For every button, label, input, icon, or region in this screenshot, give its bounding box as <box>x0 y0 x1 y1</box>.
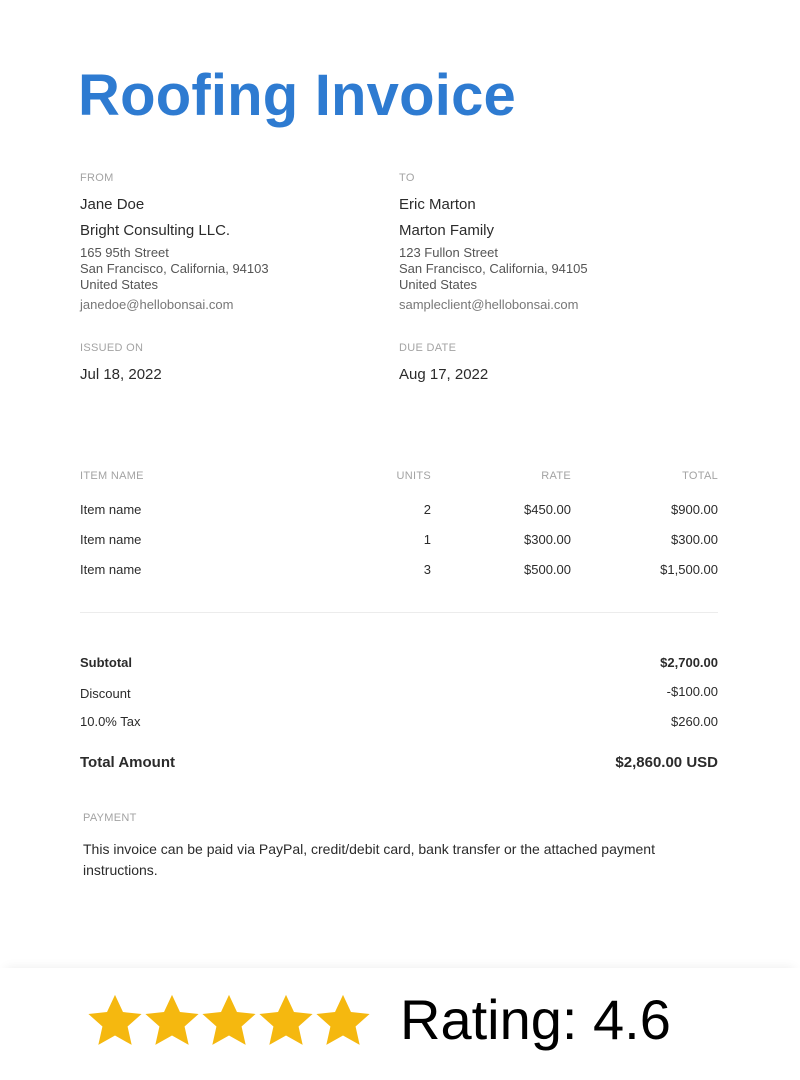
to-email[interactable]: sampleclient@hellobonsai.com <box>399 297 579 312</box>
to-company: Marton Family <box>399 222 495 239</box>
rating-text: Rating: 4.6 <box>400 988 671 1051</box>
due-section <box>399 341 699 385</box>
table-header <box>80 468 718 496</box>
to-name: Eric Marton <box>399 196 476 213</box>
to-country: United States <box>399 277 478 292</box>
to-label: TO <box>399 172 415 184</box>
subtotal-value: $2,700.00 <box>660 655 718 670</box>
payment-section <box>83 811 723 881</box>
items-table <box>80 468 718 592</box>
tax-row <box>80 714 718 730</box>
star-icon <box>257 992 315 1050</box>
due-label: DUE DATE <box>399 342 457 354</box>
from-country: United States <box>80 277 159 292</box>
due-date: Aug 17, 2022 <box>399 366 489 383</box>
header-units: UNITS <box>396 470 431 482</box>
row-item-name: Item name <box>80 562 142 577</box>
row-rate: $500.00 <box>524 562 571 577</box>
subtotal-row <box>80 655 718 671</box>
row-units: 1 <box>423 532 431 547</box>
table-row <box>80 532 718 562</box>
header-total: TOTAL <box>682 470 718 482</box>
to-address-line1: 123 Fullon Street <box>399 245 499 260</box>
rating-bar <box>0 968 800 1080</box>
star-icon <box>314 992 372 1050</box>
table-divider <box>80 612 718 613</box>
total-amount-label: Total Amount <box>80 754 175 771</box>
row-units: 3 <box>423 562 431 577</box>
total-amount-row <box>80 754 718 772</box>
star-icon <box>200 992 258 1050</box>
to-address-line2: San Francisco, California, 94105 <box>399 261 588 276</box>
from-address-line2: San Francisco, California, 94103 <box>80 261 269 276</box>
from-section <box>80 171 380 313</box>
from-address-line1: 165 95th Street <box>80 245 169 260</box>
invoice-title: Roofing Invoice <box>78 63 516 128</box>
payment-label: PAYMENT <box>83 812 137 824</box>
issued-date: Jul 18, 2022 <box>80 366 162 383</box>
issued-section <box>80 341 380 385</box>
row-total: $1,500.00 <box>660 562 718 577</box>
table-row <box>80 502 718 532</box>
from-name: Jane Doe <box>80 196 145 213</box>
discount-row <box>80 686 718 702</box>
tax-label: 10.0% Tax <box>80 714 141 729</box>
subtotal-label: Subtotal <box>80 655 132 670</box>
table-row <box>80 562 718 592</box>
to-section <box>399 171 699 313</box>
tax-value: $260.00 <box>671 714 718 729</box>
row-rate: $450.00 <box>524 502 571 517</box>
discount-value: -$100.00 <box>666 684 718 699</box>
from-email[interactable]: janedoe@hellobonsai.com <box>80 297 234 312</box>
header-rate: RATE <box>541 470 571 482</box>
from-company: Bright Consulting LLC. <box>80 222 231 239</box>
from-label: FROM <box>80 172 114 184</box>
issued-label: ISSUED ON <box>80 342 144 354</box>
star-icon <box>86 992 144 1050</box>
star-icon <box>143 992 201 1050</box>
total-amount-value: $2,860.00 USD <box>615 754 718 771</box>
row-units: 2 <box>423 502 431 517</box>
row-total: $900.00 <box>671 502 718 517</box>
row-rate: $300.00 <box>524 532 571 547</box>
row-item-name: Item name <box>80 532 142 547</box>
payment-text: This invoice can be paid via PayPal, credit/debit card, bank transfer or the attached payment instructions. <box>83 841 655 878</box>
row-total: $300.00 <box>671 532 718 547</box>
header-item-name: ITEM NAME <box>80 470 144 482</box>
row-item-name: Item name <box>80 502 142 517</box>
discount-label: Discount <box>80 686 131 701</box>
